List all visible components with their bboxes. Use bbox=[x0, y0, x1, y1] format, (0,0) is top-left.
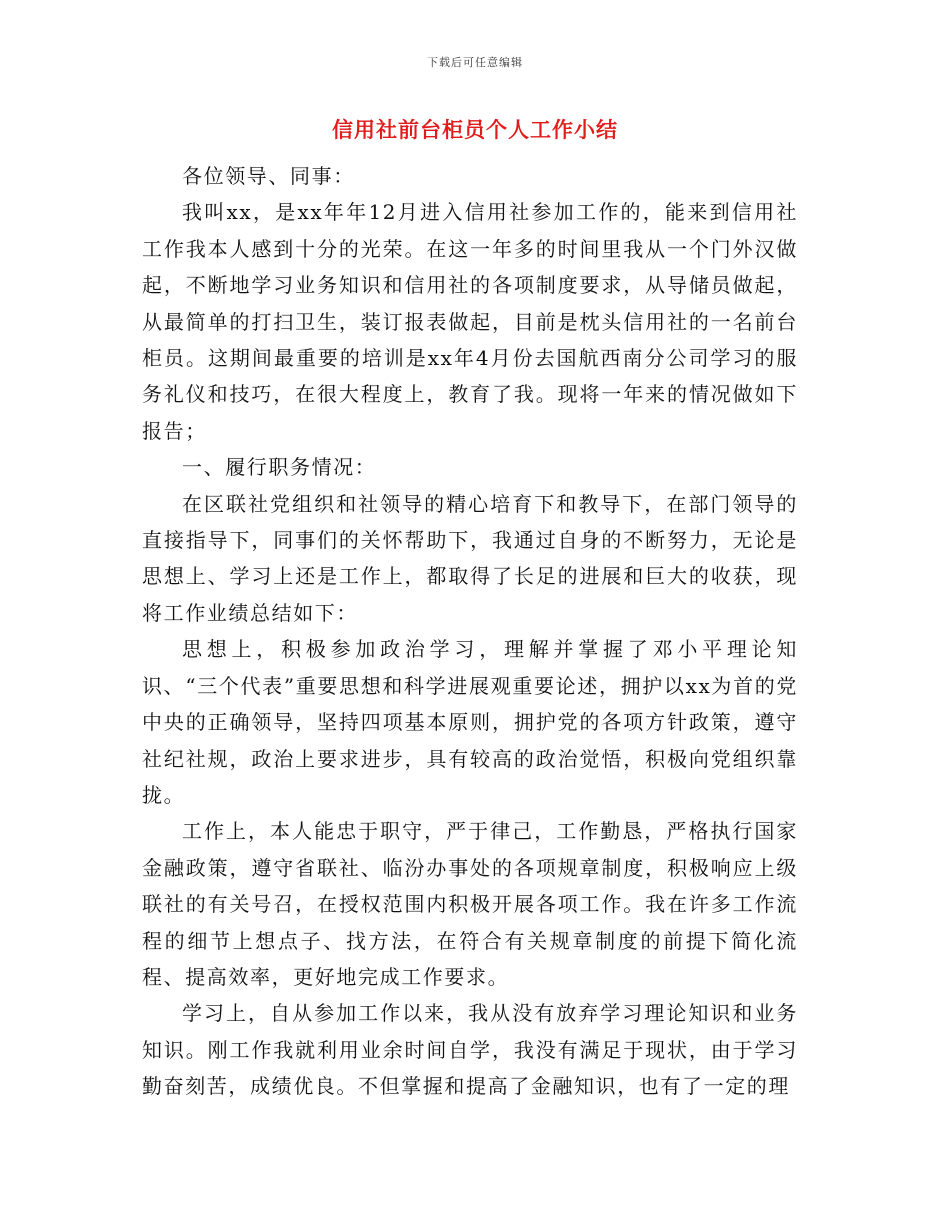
greeting-paragraph: 各位领导、同事： bbox=[182, 164, 355, 188]
header-note: 下载后可任意编辑 bbox=[427, 56, 523, 69]
body-paragraph: 工作上，本人能忠于职守，严于律己，工作勤恳，严格执行国家金融政策，遵守省联社、临汾办事处的各项规章制度，积极响应上级联社的有关号召，在授权范围内积极开展各项工作。我在许多工作流程的细节上想点子、找方法，在符合有关规章制度的前提下简化流程、提高效率，更好地完成工作要求。 bbox=[142, 819, 798, 989]
intro-paragraph: 我叫xx，是xx年年12月进入信用社参加工作的，能来到信用社工作我本人感到十分的光荣。在这一年多的时间里我从一个门外汉做起，不断地学习业务知识和信用社的各项制度要求，从导储员做起，从最简单的打扫卫生，装订报表做起，目前是枕头信用社的一名前台柜员。这期间最重要的培训是xx年4月份去国航西南分公司学习的服务礼仪和技巧，在很大程度上，教育了我。现将一年来的情况做如下报告； bbox=[142, 200, 798, 443]
body-paragraph: 思想上，积极参加政治学习，理解并掌握了邓小平理论知识、“三个代表”重要思想和科学进展观重要论述，拥护以xx为首的党中央的正确领导，坚持四项基本原则，拥护党的各项方针政策，遵守社纪社规，政治上要求进步，具有较高的政治觉悟，积极向党组织靠拢。 bbox=[142, 637, 798, 807]
document-body bbox=[142, 158, 798, 1105]
body-paragraph: 在区联社党组织和社领导的精心培育下和教导下，在部门领导的直接指导下，同事们的关怀帮助下，我通过自身的不断努力，无论是思想上、学习上还是工作上，都取得了长足的进展和巨大的收获，现将工作业绩总结如下： bbox=[142, 491, 798, 625]
section-heading: 一、履行职务情况： bbox=[182, 455, 377, 480]
document-title: 信用社前台柜员个人工作小结 bbox=[332, 118, 618, 142]
body-paragraph: 学习上，自从参加工作以来，我从没有放弃学习理论知识和业务知识。刚工作我就利用业余时间自学，我没有满足于现状，由于学习勤奋刻苦，成绩优良。不但掌握和提高了金融知识，也有了一定的理 bbox=[142, 1001, 798, 1099]
